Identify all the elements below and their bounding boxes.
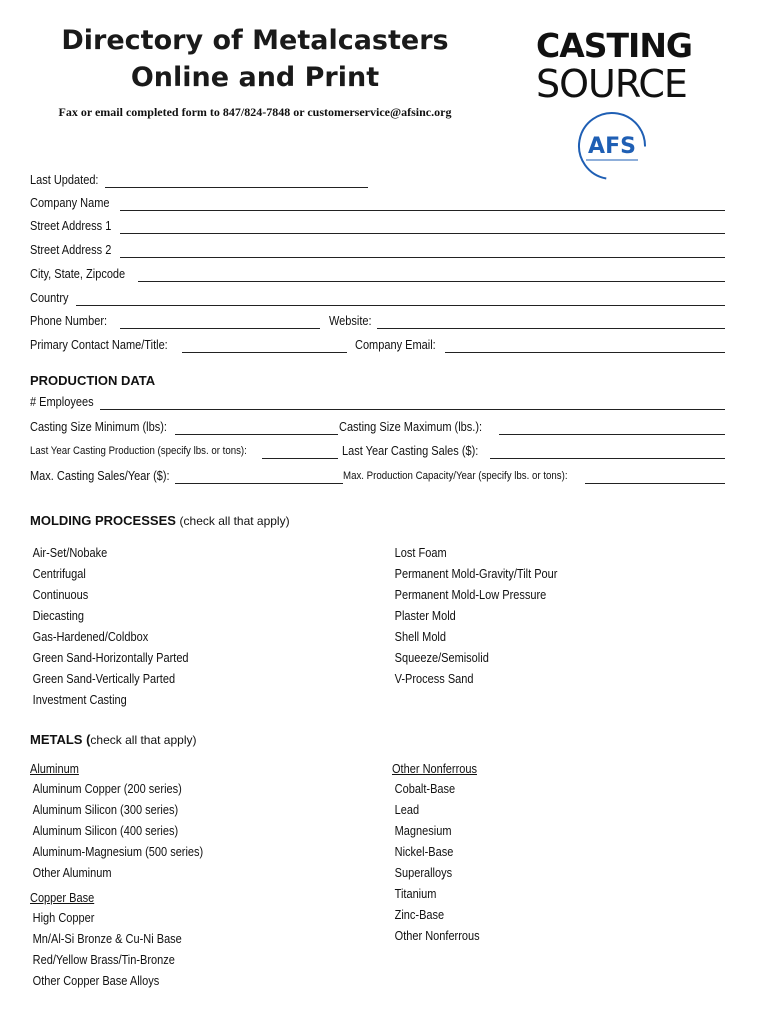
checkbox-label: Investment Casting <box>32 693 127 707</box>
checkbox-label: V-Process Sand <box>394 672 474 686</box>
nonferrous-subheading: Other Nonferrous <box>392 762 477 776</box>
last-updated-label: Last Updated: <box>30 173 99 187</box>
checkbox-label: Aluminum-Magnesium (500 series) <box>32 845 204 859</box>
checkbox-item[interactable] <box>30 803 178 817</box>
checkbox-label: Red/Yellow Brass/Tin-Bronze <box>32 953 175 967</box>
metals-heading <box>30 732 196 747</box>
checkbox-item[interactable] <box>392 672 474 686</box>
checkbox-item[interactable] <box>392 782 455 796</box>
checkbox-label: Diecasting <box>32 609 85 623</box>
checkbox-item[interactable] <box>392 866 452 880</box>
primary-contact-field[interactable] <box>182 352 347 353</box>
company-email-label: Company Email: <box>355 338 436 352</box>
checkbox-label: Permanent Mold-Low Pressure <box>394 588 547 602</box>
checkbox-label: Air-Set/Nobake <box>32 546 108 560</box>
website-label: Website: <box>329 314 372 328</box>
checkbox-item[interactable] <box>30 651 189 665</box>
last-updated-field[interactable] <box>105 187 368 188</box>
checkbox-label: Lead <box>394 803 420 817</box>
checkbox-label: Plaster Mold <box>394 609 456 623</box>
checkbox-item[interactable] <box>392 824 452 838</box>
checkbox-item[interactable] <box>30 567 86 581</box>
aluminum-subheading: Aluminum <box>30 762 79 776</box>
checkbox-label: Aluminum Copper (200 series) <box>32 782 182 796</box>
checkbox-item[interactable] <box>30 588 88 602</box>
checkbox-item[interactable] <box>392 609 456 623</box>
primary-contact-label: Primary Contact Name/Title: <box>30 338 168 352</box>
checkbox-label: Green Sand-Horizontally Parted <box>32 651 189 665</box>
max-sales-field[interactable] <box>175 483 343 484</box>
checkbox-item[interactable] <box>392 630 446 644</box>
checkbox-item[interactable] <box>30 974 159 988</box>
checkbox-item[interactable] <box>392 546 447 560</box>
checkbox-item[interactable] <box>30 546 107 560</box>
checkbox-item[interactable] <box>30 609 84 623</box>
checkbox-label: Squeeze/Semisolid <box>394 651 489 665</box>
checkbox-item[interactable] <box>392 651 489 665</box>
checkbox-label: Aluminum Silicon (300 series) <box>32 803 179 817</box>
checkbox-label: Gas-Hardened/Coldbox <box>32 630 149 644</box>
checkbox-label: Centrifugal <box>32 567 86 581</box>
casting-source-logo-source: SOURCE <box>536 62 687 106</box>
last-year-sales-label: Last Year Casting Sales ($): <box>342 444 479 458</box>
page-title-line2: Online and Print <box>130 62 380 93</box>
street1-label: Street Address 1 <box>30 219 112 233</box>
last-year-production-label: Last Year Casting Production (specify lbs. or tons): <box>30 445 247 457</box>
checkbox-item[interactable] <box>30 932 182 946</box>
checkbox-label: Other Nonferrous <box>394 929 480 943</box>
checkbox-label: Shell Mold <box>394 630 447 644</box>
checkbox-item[interactable] <box>392 887 436 901</box>
fax-instructions: Fax or email completed form to 847/824-7848 or customerservice@afsinc.org <box>58 105 452 119</box>
checkbox-label: Other Copper Base Alloys <box>32 974 160 988</box>
checkbox-label: High Copper <box>32 911 95 925</box>
checkbox-label: Mn/Al-Si Bronze & Cu-Ni Base <box>32 932 182 946</box>
city-state-zip-label: City, State, Zipcode <box>30 267 126 281</box>
max-capacity-field[interactable] <box>585 483 725 484</box>
casting-min-label: Casting Size Minimum (lbs): <box>30 420 167 434</box>
employees-field[interactable] <box>100 409 725 410</box>
checkbox-item[interactable] <box>30 866 112 880</box>
afs-logo-text: AFS <box>588 134 636 159</box>
last-year-production-field[interactable] <box>262 458 338 459</box>
street2-field[interactable] <box>120 257 725 258</box>
city-state-zip-field[interactable] <box>138 281 725 282</box>
checkbox-label: Magnesium <box>394 824 452 838</box>
phone-label: Phone Number: <box>30 314 108 328</box>
molding-note: (check all that apply) <box>179 514 290 528</box>
checkbox-item[interactable] <box>392 588 546 602</box>
page-title-line1: Directory of Metalcasters <box>61 25 449 56</box>
company-email-field[interactable] <box>445 352 725 353</box>
checkbox-label: Green Sand-Vertically Parted <box>32 672 176 686</box>
casting-max-label: Casting Size Maximum (lbs.): <box>339 420 483 434</box>
checkbox-item[interactable] <box>392 567 557 581</box>
company-name-label: Company Name <box>30 196 110 210</box>
checkbox-label: Cobalt-Base <box>394 782 456 796</box>
checkbox-label: Titanium <box>394 887 437 901</box>
checkbox-item[interactable] <box>392 929 480 943</box>
checkbox-item[interactable] <box>30 782 182 796</box>
production-data-heading: PRODUCTION DATA <box>30 373 156 388</box>
phone-field[interactable] <box>120 328 320 329</box>
country-field[interactable] <box>76 305 725 306</box>
checkbox-item[interactable] <box>30 824 178 838</box>
checkbox-item[interactable] <box>392 803 419 817</box>
website-field[interactable] <box>377 328 725 329</box>
checkbox-label: Continuous <box>32 588 89 602</box>
molding-processes-heading <box>30 513 290 528</box>
checkbox-label: Superalloys <box>394 866 453 880</box>
employees-label: # Employees <box>30 395 94 409</box>
metals-heading-text: METALS ( <box>30 732 91 747</box>
casting-min-field[interactable] <box>175 434 338 435</box>
checkbox-item[interactable] <box>392 845 453 859</box>
checkbox-item[interactable] <box>392 908 444 922</box>
last-year-sales-field[interactable] <box>490 458 725 459</box>
checkbox-label: Nickel-Base <box>394 845 454 859</box>
afs-logo-icon <box>572 108 658 184</box>
max-sales-label: Max. Casting Sales/Year ($): <box>30 469 170 483</box>
checkbox-item[interactable] <box>30 672 175 686</box>
checkbox-item[interactable] <box>30 953 175 967</box>
metals-note: check all that apply) <box>90 733 197 747</box>
checkbox-label: Lost Foam <box>394 546 447 560</box>
casting-max-field[interactable] <box>499 434 725 435</box>
casting-source-logo-casting: CASTING <box>536 26 693 65</box>
checkbox-item[interactable] <box>30 845 203 859</box>
checkbox-item[interactable] <box>30 630 148 644</box>
checkbox-item[interactable] <box>30 911 94 925</box>
street2-label: Street Address 2 <box>30 243 112 257</box>
company-name-field[interactable] <box>120 210 725 211</box>
checkbox-label: Permanent Mold-Gravity/Tilt Pour <box>394 567 558 581</box>
street1-field[interactable] <box>120 233 725 234</box>
checkbox-label: Zinc-Base <box>394 908 445 922</box>
max-capacity-label: Max. Production Capacity/Year (specify lbs. or tons): <box>343 470 568 482</box>
checkbox-item[interactable] <box>30 693 127 707</box>
country-label: Country <box>30 291 69 305</box>
copper-subheading: Copper Base <box>30 891 95 905</box>
checkbox-label: Other Aluminum <box>32 866 112 880</box>
checkbox-label: Aluminum Silicon (400 series) <box>32 824 179 838</box>
molding-heading-text: MOLDING PROCESSES <box>30 513 176 528</box>
